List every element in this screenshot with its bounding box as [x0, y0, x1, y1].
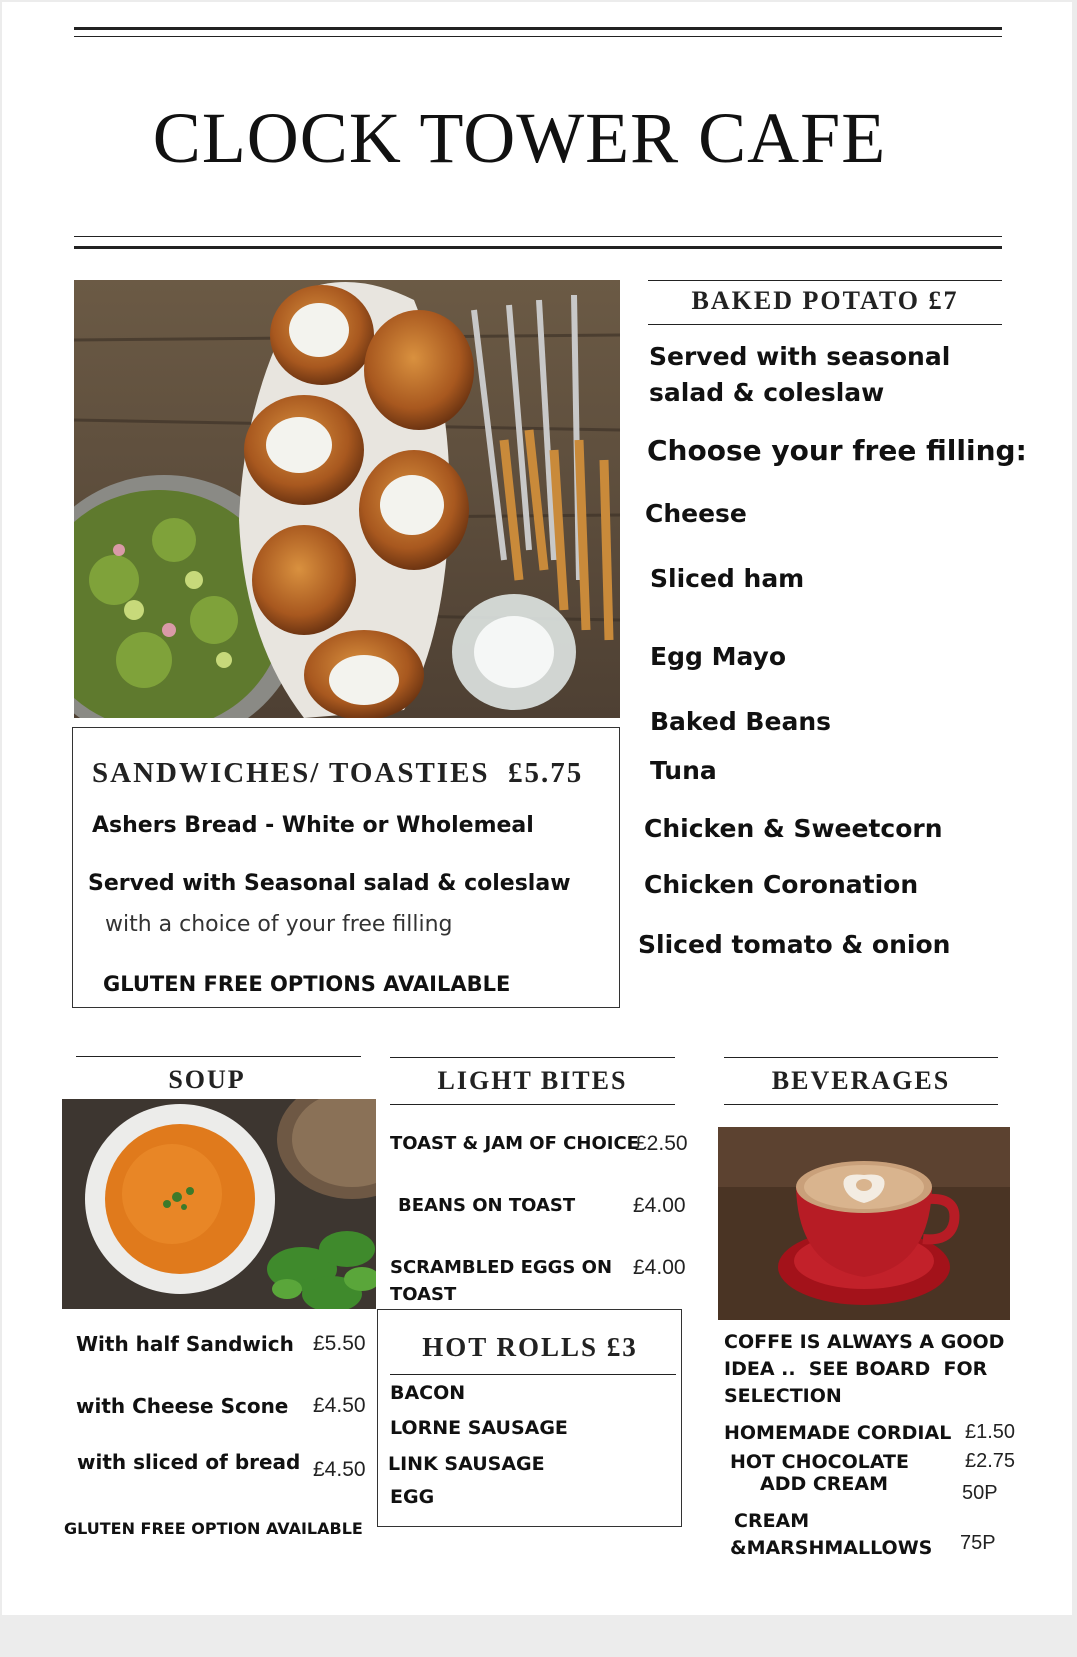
soup-heading: SOUP	[168, 1065, 246, 1094]
coffee-note-line1: COFFE IS ALWAYS A GOOD	[724, 1331, 1005, 1353]
sandwiches-gluten-free: GLUTEN FREE OPTIONS AVAILABLE	[103, 972, 511, 996]
light-bite-name-line1: SCRAMBLED EGGS ON	[390, 1257, 613, 1278]
coffee-note-line3: SELECTION	[724, 1385, 842, 1407]
soup-item-name: with Cheese Scone	[76, 1394, 289, 1418]
filling-item: Tuna	[650, 756, 717, 785]
hot-rolls-rule	[390, 1374, 676, 1375]
baked-potato-served-line1: Served with seasonal	[649, 342, 951, 371]
baked-potato-heading: BAKED POTATO £7	[691, 286, 959, 315]
choose-filling-label: Choose your free filling:	[647, 434, 1027, 467]
title-rule-bottom-thin	[74, 236, 1002, 237]
soup-item-name: With half Sandwich	[76, 1332, 294, 1356]
beverages-rule-top	[724, 1057, 998, 1058]
baked-potato-rule-bottom	[648, 324, 1002, 325]
sandwiches-choice: with a choice of your free filling	[105, 912, 453, 937]
soup-item-price: £4.50	[313, 1394, 366, 1417]
coffee-photo	[718, 1127, 1010, 1320]
light-bite-name: TOAST & JAM OF CHOICE	[390, 1133, 639, 1154]
soup-item-price: £5.50	[313, 1332, 366, 1355]
hot-roll-item: LINK SAUSAGE	[388, 1453, 545, 1475]
sandwiches-bread: Ashers Bread - White or Wholemeal	[92, 813, 534, 838]
soup-item-price: £4.50	[313, 1458, 366, 1481]
baked-potato-rule-top	[648, 280, 1002, 281]
hot-roll-item: BACON	[390, 1382, 466, 1404]
soup-item-name: with sliced of bread	[77, 1450, 301, 1474]
light-bite-name: BEANS ON TOAST	[398, 1195, 576, 1216]
hot-chocolate-name: HOT CHOCOLATE	[730, 1451, 909, 1473]
light-bite-name-line2: TOAST	[390, 1284, 457, 1305]
beverages-heading: BEVERAGES	[771, 1066, 951, 1095]
baked-potato-served-line2: salad & coleslaw	[649, 378, 885, 407]
hot-roll-item: LORNE SAUSAGE	[390, 1417, 568, 1439]
soup-rule	[76, 1056, 361, 1057]
light-bites-heading: LIGHT BITES	[437, 1066, 628, 1095]
title-rule-top-thick	[74, 27, 1002, 30]
marshmallows-price: 75P	[960, 1532, 996, 1554]
cordial-price: £1.50	[965, 1421, 1016, 1443]
light-bite-price: £4.00	[633, 1256, 686, 1279]
filling-item: Cheese	[645, 499, 747, 528]
soup-photo	[62, 1099, 376, 1309]
marshmallows-name-line2: &MARSHMALLOWS	[730, 1537, 933, 1559]
soup-gluten-free: GLUTEN FREE OPTION AVAILABLE	[64, 1519, 363, 1538]
light-bite-price: £2.50	[635, 1132, 688, 1155]
baked-potato-photo	[74, 280, 620, 718]
coffee-note-line2: IDEA .. SEE BOARD FOR	[724, 1358, 988, 1380]
beverages-rule-bottom	[724, 1104, 998, 1105]
cordial-name: HOMEMADE CORDIAL	[724, 1422, 952, 1444]
light-bites-rule-bottom	[390, 1104, 675, 1105]
add-cream-name: ADD CREAM	[760, 1473, 889, 1495]
filling-item: Sliced ham	[650, 564, 805, 593]
add-cream-price: 50P	[962, 1482, 998, 1504]
marshmallows-name-line1: CREAM	[734, 1510, 810, 1532]
page-title: CLOCK TOWER CAFE	[152, 98, 887, 178]
hot-rolls-heading: HOT ROLLS £3	[422, 1332, 638, 1362]
sandwiches-heading: SANDWICHES/ TOASTIES £5.75	[92, 757, 584, 789]
sandwiches-served: Served with Seasonal salad & coleslaw	[88, 871, 571, 896]
title-rule-bottom-thick	[74, 246, 1002, 249]
filling-item: Sliced tomato & onion	[638, 930, 951, 959]
light-bites-rule-top	[390, 1057, 675, 1058]
filling-item: Egg Mayo	[650, 642, 787, 671]
light-bite-price: £4.00	[633, 1194, 686, 1217]
filling-item: Chicken Coronation	[644, 870, 919, 899]
filling-item: Chicken & Sweetcorn	[644, 814, 943, 843]
hot-roll-item: EGG	[390, 1486, 435, 1508]
menu-page	[2, 2, 1072, 1615]
hot-chocolate-price: £2.75	[965, 1450, 1016, 1472]
title-rule-top-thin	[74, 36, 1002, 37]
filling-item: Baked Beans	[650, 707, 831, 736]
